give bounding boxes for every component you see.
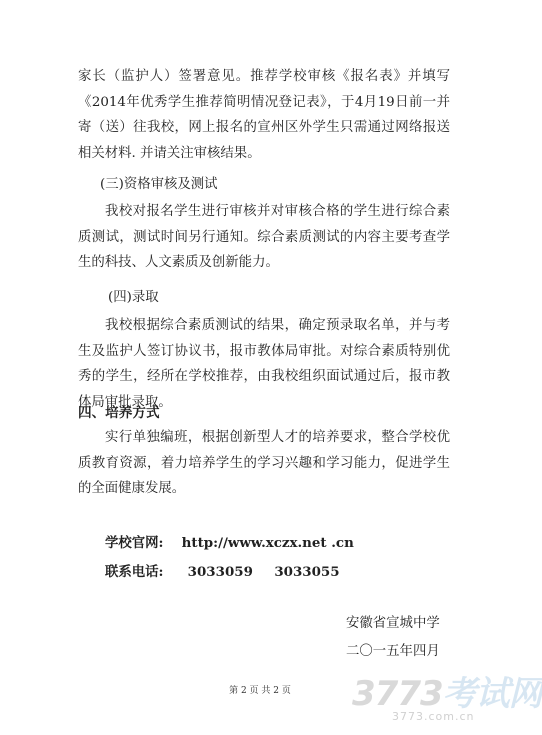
phone-number-2: 3033055 bbox=[274, 564, 340, 580]
contact-website-row bbox=[105, 532, 354, 551]
paragraph-training: 实行单独编班，根据创新型人才的培养要求，整合学校优质教育资源，着力培养学生的学习兴趣和学习能力，促进学生的全面健康发展。 bbox=[78, 430, 450, 496]
paragraph-review-and-test: 我校对报名学生进行审核并对审核合格的学生进行综合素质测试，测试时间另行通知。综合素质测试的内容主要考查学生的科技、人文素质及创新能力。 bbox=[78, 204, 450, 270]
phone-label: 联系电话: bbox=[105, 564, 164, 580]
contact-phone-row bbox=[105, 561, 340, 580]
website-link[interactable]: http://www.xczx.net .cn bbox=[181, 535, 354, 551]
page-indicator: 第 2 页 共 2 页 bbox=[229, 686, 291, 696]
paragraph-admission: 我校根据综合素质测试的结果，确定预录取名单，并与考生及监护人签订协议书，报市教体局审批。对综合素质特别优秀的学生，经所在学校推荐，由我校组织面试通过后，报市教体局审批录取。 bbox=[78, 318, 450, 410]
phone-number-1: 3033059 bbox=[187, 564, 253, 580]
watermark-logo-main bbox=[352, 666, 542, 715]
watermark-brand: 考试网 bbox=[442, 674, 542, 714]
signature-school: 安徽省宣城中学 bbox=[346, 616, 440, 631]
signature-date: 二〇一五年四月 bbox=[346, 644, 440, 659]
subheading-admission: (四)录取 bbox=[108, 290, 159, 305]
subheading-qualification-review: (三)资格审核及测试 bbox=[100, 177, 218, 192]
watermark-number: 3773 bbox=[352, 674, 443, 714]
section-heading-training: 四、培养方式 bbox=[78, 405, 160, 421]
website-label: 学校官网: bbox=[105, 535, 164, 551]
watermark-domain: 3773.com.cn bbox=[392, 710, 475, 723]
watermark-logo bbox=[352, 666, 542, 730]
paragraph-guardian-signature: 家长（监护人）签署意见。推荐学校审核《报名表》并填写《2014年优秀学生推荐简明情况登记表》，于4月19日前一并寄（送）往我校，网上报名的宣州区外学生只需通过网络报送相关材料. 并请关注审核结果。 bbox=[78, 69, 450, 161]
